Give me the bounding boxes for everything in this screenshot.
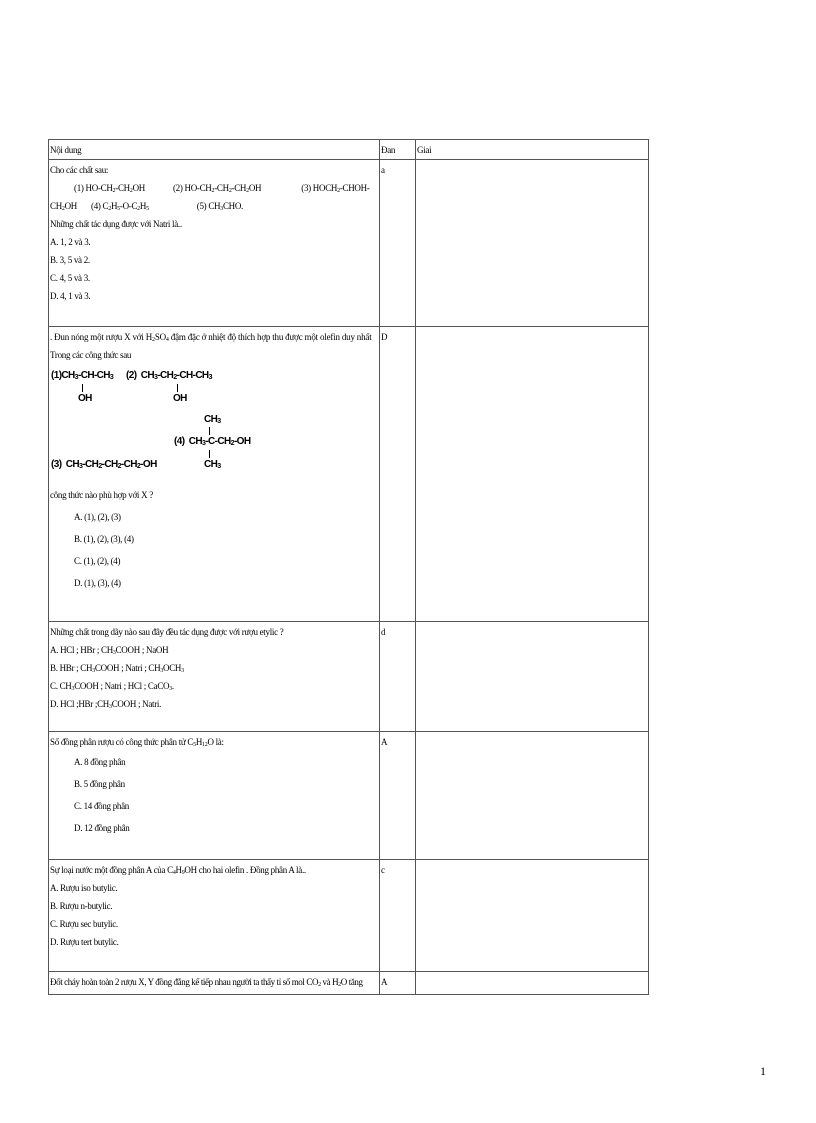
question-4-option-c: C. 14 đồng phân: [74, 801, 129, 811]
header-content: Nội dung: [49, 140, 380, 160]
question-4-option-a: A. 8 đồng phân: [74, 757, 126, 767]
question-1-formulas-a: (1) $HO-CH_2-CH_2OH$ (2) $HO-CH_2-CH_2-CH_2OH$ (3) $HOCH_2-CHOH-$: [74, 183, 370, 194]
question-1-answer: a: [380, 160, 416, 327]
question-4-answer: A: [380, 732, 416, 860]
question-2-text: công thức nào phù hợp với X ?: [50, 490, 153, 500]
question-3-option-a: A. HCl ; HBr ; $CH_3COOH$ ; NaOH: [50, 645, 169, 656]
structure-1: $(1)CH_3-CH-CH_3$: [51, 370, 114, 381]
structure-1-oh: OH: [78, 393, 92, 404]
header-solution: Giai: [416, 140, 649, 160]
question-5-option-c: C. Rượu sec butylic.: [50, 919, 118, 929]
question-1-option-c: C. 4, 5 và 3.: [50, 273, 90, 283]
question-table: [48, 139, 649, 995]
question-1-content: [49, 160, 380, 327]
question-6-content: [49, 972, 380, 995]
question-2-content: [49, 327, 380, 622]
question-row-4: [49, 732, 649, 860]
question-1-text: Những chất tác dụng được với Natri là..: [50, 219, 182, 229]
question-1-solution: [416, 160, 649, 327]
header-row: [49, 140, 649, 160]
question-5-option-d: D. Rượu tert butylic.: [50, 937, 119, 947]
structure-4-ch3-top: $CH_3$: [204, 414, 221, 425]
question-5-content: [49, 860, 380, 972]
question-1-formulas-b: $CH_2OH$ (4) $C_2H_5-O-C_2H_5$ (5) $CH_3CHO$.: [50, 201, 243, 212]
question-3-option-d: D. HCl ;HBr $;CH_3COOH$ ; Natri.: [50, 699, 162, 710]
question-5-solution: [416, 860, 649, 972]
question-2-option-a: A. (1), (2), (3): [74, 512, 121, 522]
question-2-option-b: B. (1), (2), (3), (4): [74, 534, 134, 544]
question-3-option-c: C. $CH_3COOH$ ; Natri ; HCl ; CaCO$_3$.: [50, 681, 174, 692]
question-3-content: [49, 622, 380, 732]
question-2-solution: [416, 327, 649, 622]
question-4-content: [49, 732, 380, 860]
question-2-line-1: . Đun nóng một rượu X với $H_2SO_4$ đậm đặc ở nhiệt độ thích hợp thu được một olefin duy nhất: [50, 332, 372, 343]
question-2-structures: [50, 364, 378, 484]
question-4-solution: [416, 732, 649, 860]
question-4-option-d: D. 12 đồng phân: [74, 823, 130, 833]
question-1-intro: Cho các chất sau:: [50, 165, 109, 175]
question-row-2: [49, 327, 649, 622]
page-number: 1: [760, 1064, 766, 1078]
question-1-option-a: A. 1, 2 và 3.: [50, 237, 91, 247]
structure-3: (3) $CH_3-CH_2-CH_2-CH_2-OH$: [51, 459, 157, 470]
question-row-6: [49, 972, 649, 995]
question-3-option-b: B. HBr ; $CH_3COOH$ ; Natri ; $CH_3OCH_3$: [50, 663, 184, 674]
question-6-answer: A: [380, 972, 416, 995]
question-5-option-a: A. Rượu iso butylic.: [50, 883, 118, 893]
question-3-answer: d: [380, 622, 416, 732]
question-6-text: Đốt cháy hoàn toàn 2 rượu X, Y đồng đẳng kế tiếp nhau người ta thấy tỉ số mol $CO_2$ và $H_2O$ tăng: [50, 977, 363, 988]
question-2-answer: D: [380, 327, 416, 622]
question-5-text: Sự loại nước một đồng phân A của $C_4H_9OH$ cho hai olefin . Đồng phân A là..: [50, 865, 306, 876]
structure-4-ch3-bottom: $CH_3$: [204, 459, 221, 470]
header-answer: Đan: [380, 140, 416, 160]
question-6-solution: [416, 972, 649, 995]
question-1-option-d: D. 4, 1 và 3.: [50, 291, 91, 301]
question-5-option-b: B. Rượu n-butylic.: [50, 901, 113, 911]
question-4-option-b: B. 5 đồng phân: [74, 779, 125, 789]
question-5-answer: c: [380, 860, 416, 972]
structure-2-oh: OH: [173, 393, 187, 404]
question-3-solution: [416, 622, 649, 732]
question-2-option-c: C. (1), (2), (4): [74, 556, 121, 566]
question-2-line-2: Trong các công thức sau: [50, 350, 132, 360]
question-row-3: [49, 622, 649, 732]
question-3-text: Những chất trong dãy nào sau đây đều tác dụng được với rượu etylic ?: [50, 627, 284, 637]
question-1-option-b: B. 3, 5 và 2.: [50, 255, 90, 265]
structure-4: (4) $CH_3-C-CH_2-OH$: [174, 436, 251, 447]
question-row-1: [49, 160, 649, 327]
question-4-text: Số đồng phân rượu có công thức phân tử $C_5H_{12}O$ là:: [50, 737, 224, 748]
question-row-5: [49, 860, 649, 972]
question-2-option-d: D. (1), (3), (4): [74, 578, 121, 588]
structure-2: (2) $CH_3-CH_2-CH-CH_3$: [126, 370, 212, 381]
